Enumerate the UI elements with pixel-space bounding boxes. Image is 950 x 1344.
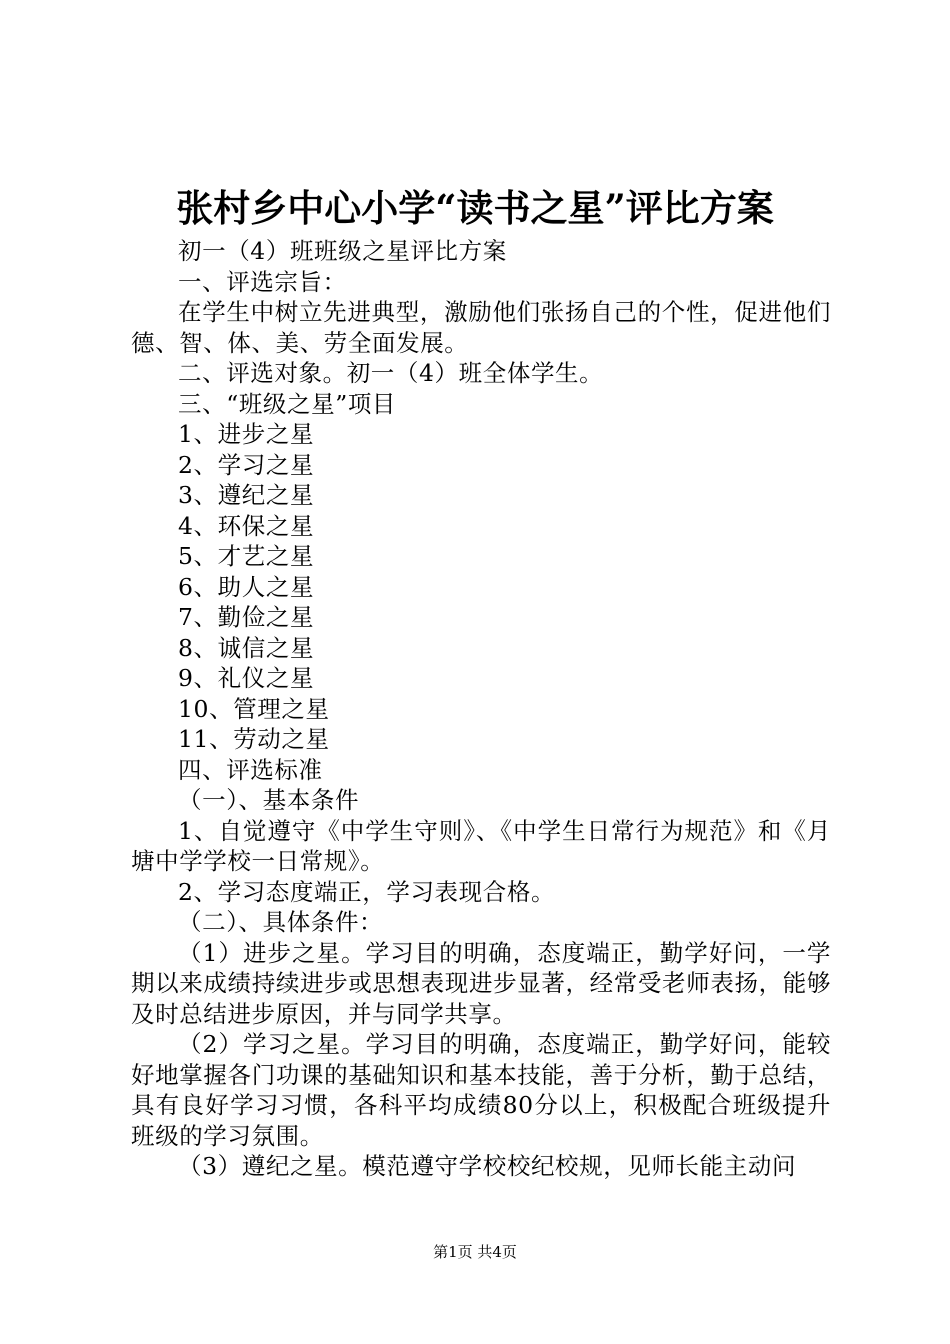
list-item: 10、管理之星 <box>178 694 330 723</box>
list-item: 2、学习之星 <box>178 450 315 479</box>
list-item: 8、诚信之星 <box>178 633 315 662</box>
list-item: 3、遵纪之星 <box>178 481 315 509</box>
section-heading-purpose: 一、评选宗旨： <box>178 267 347 296</box>
list-item: 5、才艺之星 <box>178 542 315 570</box>
document-title: 张村乡中心小学“读书之星”评比方案 <box>176 186 774 230</box>
criteria-paragraph: （1）进步之星。学习目的明确，态度端正，勤学好问，一学期以来成绩持续进步或思想表现进步显著，经常受老师表扬，能够及时总结进步原因，并与同学共享。 <box>131 938 831 1028</box>
list-item: 7、勤俭之星 <box>178 603 315 631</box>
document-body <box>131 236 831 1182</box>
list-item: 6、助人之星 <box>178 572 315 601</box>
subsection-heading-basic: （一）、基本条件 <box>178 786 360 814</box>
section-heading-items: 三、“班级之星”项目 <box>178 389 397 418</box>
criteria-paragraph: （3）遵纪之星。模范遵守学校校纪校规，见师长能主动问 <box>178 1152 797 1180</box>
list-item: 4、环保之星 <box>178 511 315 540</box>
page-number-footer: 第1页 共4页 <box>433 1243 517 1261</box>
list-item: 11、劳动之星 <box>178 725 330 753</box>
section-heading-targets: 二、评选对象。初一（4）班全体学生。 <box>178 359 604 387</box>
criteria-paragraph: 1、自觉遵守《中学生守则》、《中学生日常行为规范》和《月塘中学学校一日常规》。 <box>131 816 831 875</box>
list-item: 9、礼仪之星 <box>178 664 315 692</box>
criteria-paragraph: （2）学习之星。学习目的明确，态度端正，勤学好问，能较好地掌握各门功课的基础知识和基本技能，善于分析，勤于总结，具有良好学习习惯，各科平均成绩80分以上，积极配合班级提升班级的学习氛围。 <box>131 1030 831 1150</box>
purpose-paragraph: 在学生中树立先进典型，激励他们张扬自己的个性，促进他们德、智、体、美、劳全面发展。 <box>131 298 831 357</box>
list-item: 1、进步之星 <box>178 420 315 448</box>
criteria-paragraph: 2、学习态度端正，学习表现合格。 <box>178 877 556 906</box>
subtitle-paragraph: 初一（4）班班级之星评比方案 <box>178 237 507 265</box>
section-heading-criteria: 四、评选标准 <box>178 755 323 784</box>
subsection-heading-specific: （二）、具体条件： <box>178 908 384 936</box>
